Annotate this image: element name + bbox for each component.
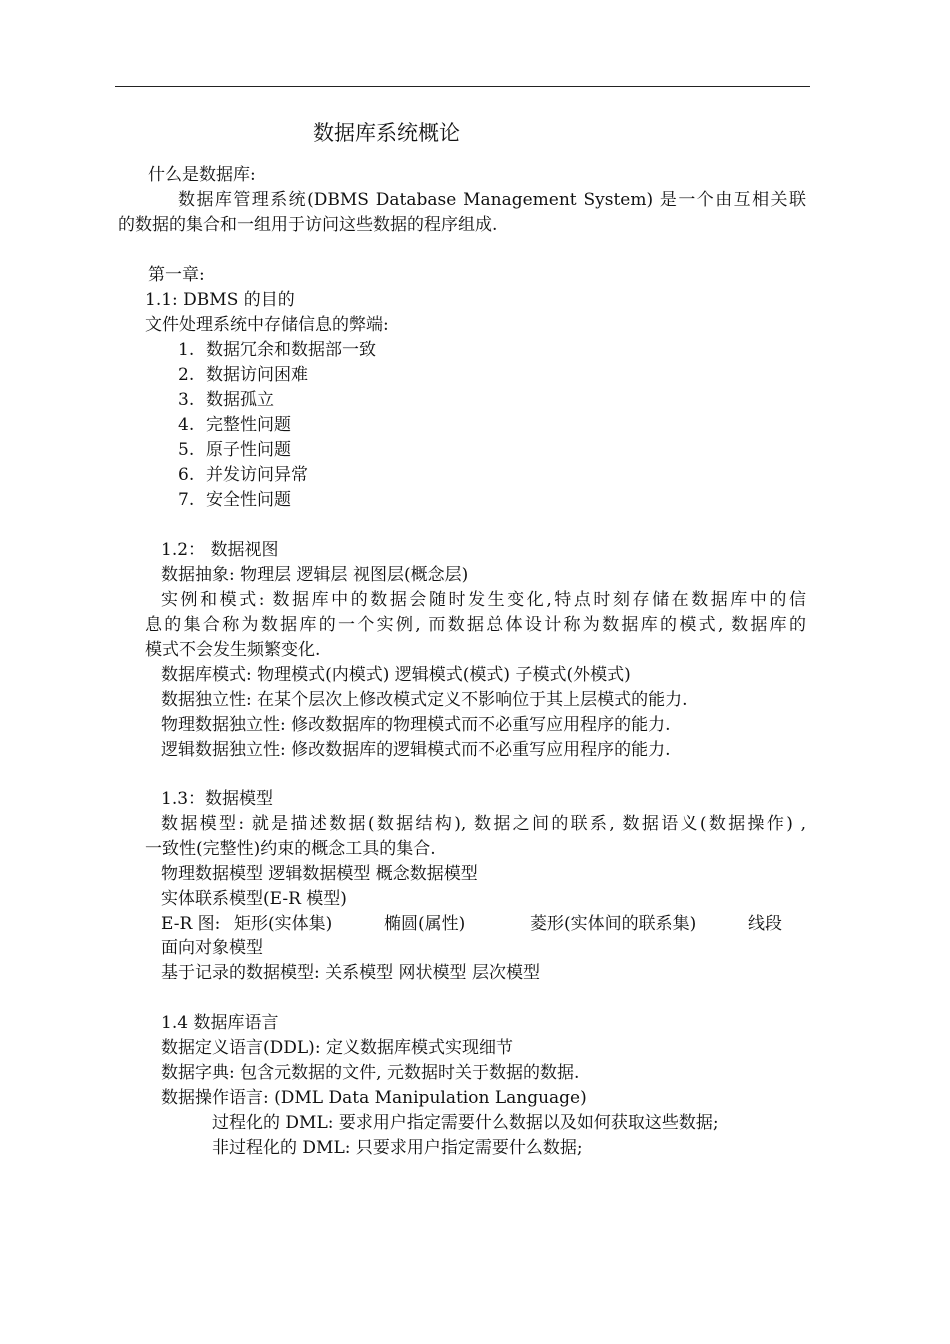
section-1-1-heading: 1.1: DBMS 的目的 (145, 290, 295, 310)
data-dictionary: 数据字典: 包含元数据的文件, 元数据时关于数据的数据. (161, 1063, 580, 1083)
data-abstraction: 数据抽象: 物理层 逻辑层 视图层(概念层) (161, 565, 469, 585)
logical-independence: 逻辑数据独立性: 修改数据库的逻辑模式而不必重写应用程序的能力. (161, 740, 671, 760)
page-title: 数据库系统概论 (313, 121, 460, 145)
instance-line2: 息的集合称为数据库的一个实例, 而数据总体设计称为数据库的模式, 数据库的 (145, 615, 806, 635)
dml-definition: 数据操作语言: (DML Data Manipulation Language) (161, 1088, 587, 1108)
er-rectangle: 矩形(实体集) (234, 914, 333, 934)
er-line: 线段 (748, 914, 782, 934)
list-item: 6. 并发访问异常 (178, 465, 308, 485)
er-diagram-label: E-R 图: (161, 914, 221, 934)
instance-line3: 模式不会发生频繁变化. (145, 640, 321, 660)
section-1-3-heading: 1.3：数据模型 (161, 789, 274, 809)
er-model: 实体联系模型(E-R 模型) (161, 889, 347, 909)
record-based-models: 基于记录的数据模型: 关系模型 网状模型 层次模型 (161, 963, 540, 983)
database-schema: 数据库模式: 物理模式(内模式) 逻辑模式(模式) 子模式(外模式) (161, 665, 631, 685)
section-1-2-heading: 1.2： 数据视图 (161, 540, 279, 560)
section-1-4-heading: 1.4 数据库语言 (161, 1013, 279, 1033)
section-1-1-lead: 文件处理系统中存储信息的弊端: (145, 315, 389, 335)
list-item: 2. 数据访问困难 (178, 365, 308, 385)
physical-independence: 物理数据独立性: 修改数据库的物理模式而不必重写应用程序的能力. (161, 715, 671, 735)
list-item: 4. 完整性问题 (178, 415, 291, 435)
intro-definition-line2: 的数据的集合和一组用于访问这些数据的程序组成. (118, 215, 498, 235)
procedural-dml: 过程化的 DML: 要求用户指定需要什么数据以及如何获取这些数据; (212, 1113, 719, 1133)
data-model-kinds: 物理数据模型 逻辑数据模型 概念数据模型 (161, 864, 478, 884)
instance-line1: 实例和模式: 数据库中的数据会随时发生变化,特点时刻存储在数据库中的信 (161, 590, 806, 610)
list-item: 7. 安全性问题 (178, 490, 291, 510)
header-rule (115, 86, 810, 87)
list-item: 5. 原子性问题 (178, 440, 291, 460)
ddl-definition: 数据定义语言(DDL): 定义数据库模式实现细节 (161, 1038, 513, 1058)
er-diamond: 菱形(实体间的联系集) (530, 914, 697, 934)
intro-question: 什么是数据库: (148, 165, 256, 185)
object-oriented-model: 面向对象模型 (161, 938, 263, 958)
data-independence: 数据独立性: 在某个层次上修改模式定义不影响位于其上层模式的能力. (161, 690, 688, 710)
list-item: 3. 数据孤立 (178, 390, 274, 410)
data-model-line2: 一致性(完整性)约束的概念工具的集合. (145, 839, 436, 859)
chapter-heading: 第一章: (148, 265, 205, 285)
data-model-line1: 数据模型: 就是描述数据(数据结构), 数据之间的联系, 数据语义(数据操作) , (161, 814, 806, 834)
list-item: 1. 数据冗余和数据部一致 (178, 340, 376, 360)
er-ellipse: 椭圆(属性) (384, 914, 466, 934)
nonprocedural-dml: 非过程化的 DML: 只要求用户指定需要什么数据; (212, 1138, 583, 1158)
intro-definition-line1: 数据库管理系统(DBMS Database Management System) 是一个由互相关联 (178, 190, 806, 210)
